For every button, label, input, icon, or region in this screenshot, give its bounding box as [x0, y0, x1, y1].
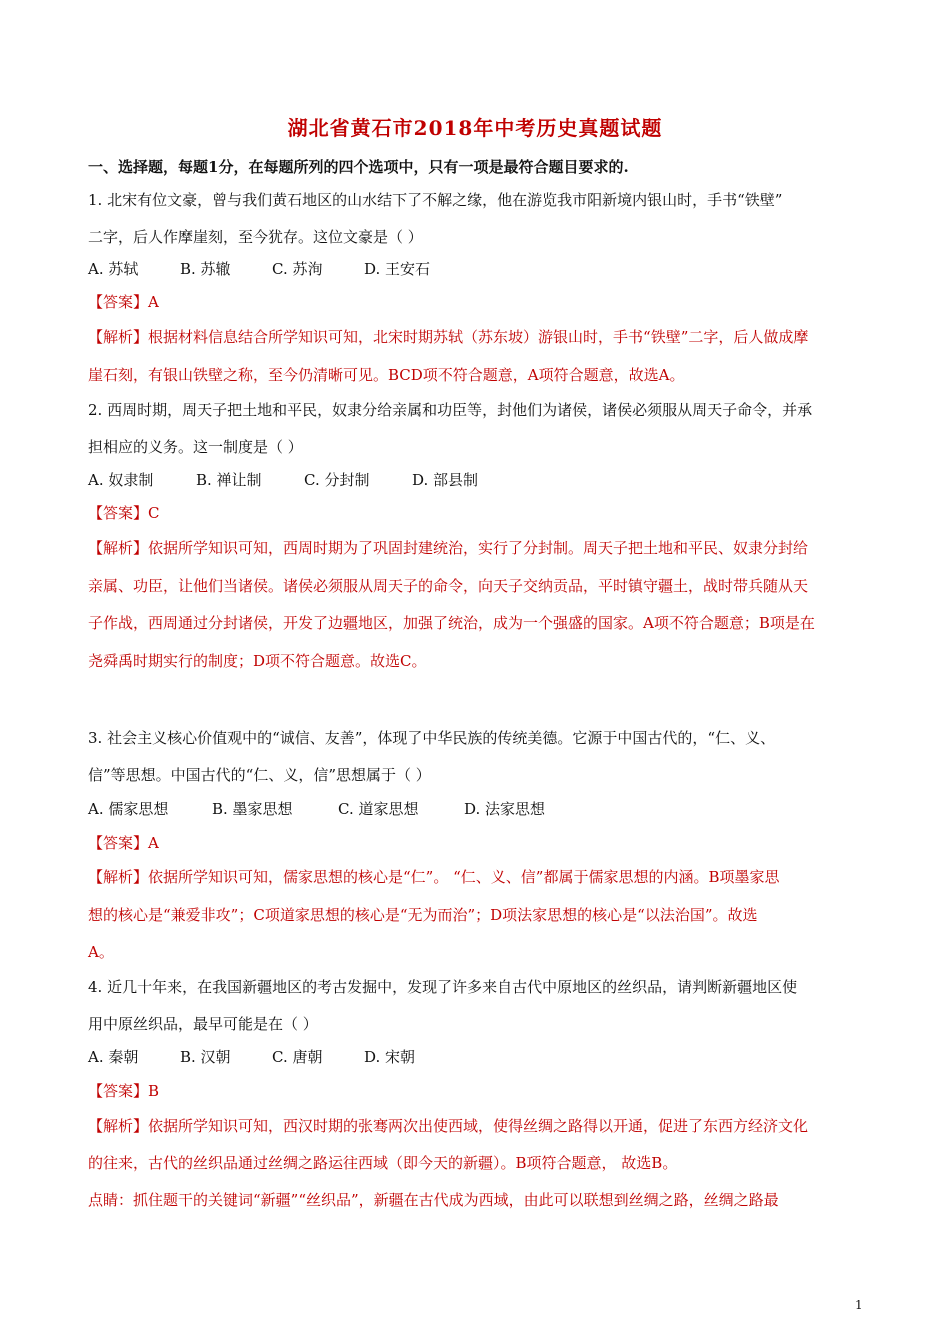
question-2-text-line-2: 担相应的义务。这一制度是（ ） [88, 438, 303, 456]
question-2-text-line-1: 2. 西周时期，周天子把土地和平民，奴隶分给亲属和功臣等，封他们为诸侯，诸侯必须服从周天子命令，并承 [88, 401, 813, 419]
question-2-options [88, 470, 868, 490]
analysis-text: 根据材料信息结合所学知识可知，北宋时期苏轼（苏东坡）游银山时，手书“铁壁”二字，后人做成摩 [148, 328, 809, 346]
question-4-text-line-1: 4. 近几十年来，在我国新疆地区的考古发掘中，发现了许多来自古代中原地区的丝织品，请判断新疆地区使 [88, 978, 798, 996]
question-2-analysis-line-3: 子作战，西周通过分封诸侯，开发了边疆地区，加强了统治，成为一个强盛的国家。A项不符合题意；B项是在 [88, 614, 815, 632]
option-d: D. 王安石 [364, 260, 431, 278]
document-title: 湖北省黄石市2018年中考历史真题试题 [287, 116, 663, 140]
question-4-analysis-line-1 [88, 1116, 868, 1136]
question-1-analysis-line-2: 崖石刻，有银山铁壁之称，至今仍清晰可见。BCD项不符合题意，A项符合题意，故选A。 [88, 366, 685, 384]
option-b: B. 禅让制 [196, 471, 262, 489]
question-4-options [88, 1047, 868, 1067]
question-3-text-line-1: 3. 社会主义核心价值观中的“诚信、友善”，体现了中华民族的传统美德。它源于中国古代的，“仁、义、 [88, 729, 776, 747]
question-4-text-line-2: 用中原丝织品，最早可能是在（ ） [88, 1015, 318, 1033]
analysis-tag: 【解析】 [88, 1117, 149, 1135]
question-4-analysis-line-2: 的往来，古代的丝织品通过丝绸之路运往西域（即今天的新疆）。B项符合题意， 故选B。 [88, 1154, 678, 1172]
option-d: D. 法家思想 [464, 800, 546, 818]
question-2-analysis-line-4: 尧舜禹时期实行的制度；D项不符合题意。故选C。 [88, 652, 427, 670]
analysis-tag: 【解析】 [88, 868, 149, 886]
question-1-options [88, 259, 868, 279]
option-a: A. 秦朝 [88, 1048, 139, 1066]
analysis-text: 依据所学知识可知，西汉时期的张骞两次出使西域，使得丝绸之路得以开通，促进了东西方经济文化 [148, 1117, 809, 1135]
question-2-analysis-line-2: 亲属、功臣，让他们当诸侯。诸侯必须服从周天子的命令，向天子交纳贡品，平时镇守疆土，战时带兵随从天 [88, 577, 809, 595]
question-3-options [88, 799, 868, 819]
option-d: D. 宋朝 [364, 1048, 416, 1066]
question-3-analysis-line-3: A。 [88, 943, 114, 961]
option-c: C. 道家思想 [338, 800, 419, 818]
question-1-answer: 【答案】A [88, 293, 159, 311]
question-3-analysis-line-1 [88, 867, 868, 887]
option-d: D. 部县制 [412, 471, 479, 489]
analysis-tag: 【解析】 [88, 328, 149, 346]
analysis-tag: 【解析】 [88, 539, 149, 557]
section-heading: 一、选择题，每题1分，在每题所列的四个选项中，只有一项是最符合题目要求的. [88, 158, 629, 176]
analysis-text: 依据所学知识可知，儒家思想的核心是“仁”。 “仁、义、信”都属于儒家思想的内涵。B项墨家思 [148, 868, 780, 886]
question-1-text-line-2: 二字，后人作摩崖刻，至今犹存。这位文豪是（ ） [88, 228, 423, 246]
option-b: B. 墨家思想 [212, 800, 293, 818]
question-2-answer: 【答案】C [88, 504, 160, 522]
question-3-answer: 【答案】A [88, 834, 159, 852]
option-c: C. 分封制 [304, 471, 370, 489]
question-2-analysis-line-1 [88, 538, 868, 558]
option-a: A. 奴隶制 [88, 471, 154, 489]
question-1-analysis-line-1 [88, 327, 868, 347]
option-c: C. 唐朝 [272, 1048, 323, 1066]
page-number: 1 [855, 1298, 863, 1312]
option-b: B. 汉朝 [180, 1048, 231, 1066]
question-1-text-line-1: 1. 北宋有位文豪，曾与我们黄石地区的山水结下了不解之缘，他在游览我市阳新境内银山时，手书“铁壁” [88, 191, 783, 209]
option-b: B. 苏辙 [180, 260, 231, 278]
question-3-text-line-2: 信”等思想。中国古代的“仁、义，信”思想属于（ ） [88, 766, 431, 784]
question-3-analysis-line-2: 想的核心是“兼爱非攻”；C项道家思想的核心是“无为而治”；D项法家思想的核心是“以法治国”。故选 [88, 906, 758, 924]
question-4-answer: 【答案】B [88, 1082, 160, 1100]
question-4-note: 点睛：抓住题干的关键词“新疆”“丝织品”，新疆在古代成为西域，由此可以联想到丝绸之路，丝绸之路最 [88, 1191, 779, 1209]
option-c: C. 苏洵 [272, 260, 323, 278]
option-a: A. 儒家思想 [88, 800, 169, 818]
analysis-text: 依据所学知识可知，西周时期为了巩固封建统治，实行了分封制。周天子把土地和平民、奴隶分封给 [148, 539, 809, 557]
option-a: A. 苏轼 [88, 260, 139, 278]
